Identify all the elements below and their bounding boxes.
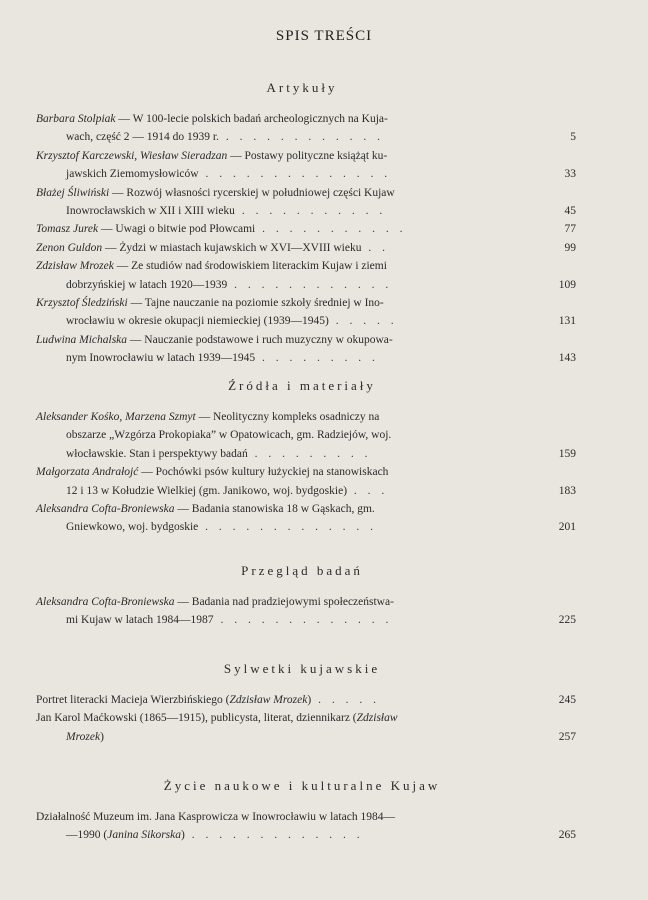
entry-title-end: ): [181, 829, 185, 842]
section-research-review: [36, 563, 576, 630]
entry-page: 257: [558, 730, 576, 743]
entry-dots: . . . . . . . . . . . . . .: [198, 168, 392, 181]
entry-page: 201: [558, 521, 576, 534]
entry-title-cont: —1990 (: [66, 829, 108, 842]
toc-entry[interactable]: [36, 709, 576, 746]
section-scientific-life: [36, 778, 576, 845]
entry-dots: . . . . .: [328, 315, 398, 328]
entry-dots: . . . . . . . . . . . . .: [198, 521, 377, 534]
entry-title: — Uwagi o bitwie pod Płowcami: [98, 223, 256, 236]
entry-author: Janina Sikorska: [107, 829, 181, 842]
entry-title-cont: mi Kujaw w latach 1984—1987: [66, 614, 214, 627]
entry-title: — Żydzi w miastach kujawskich w XVI—XVIII wieku: [102, 241, 362, 254]
toc-entry[interactable]: [36, 184, 576, 221]
entry-title-cont: obszarze „Wzgórza Prokopiaka” w Opatowicach, gm. Radziejów, woj.: [66, 429, 392, 442]
entry-dots: . .: [361, 241, 389, 254]
entry-page: 245: [558, 694, 576, 706]
entry-dots: . . . . . . . . . . .: [255, 223, 407, 236]
section-heading: Przegląd badań: [241, 563, 363, 578]
entry-page: 33: [564, 168, 576, 181]
entry-title-cont: 12 i 13 w Kołudzie Wielkiej (gm. Janikowo, woj. bydgoskie): [66, 484, 348, 497]
entry-dots: . . . . . . . . .: [255, 352, 379, 365]
entry-dots: . . . . . . . . . . . . .: [184, 829, 364, 842]
entry-title: — Tajne nauczanie na poziomie szkoły średniej w Ino-: [127, 297, 384, 310]
entry-title-cont: Inowrocławskich w XII i XIII wieku: [66, 205, 235, 218]
entry-page: 183: [558, 484, 576, 497]
entry-page: 77: [564, 223, 576, 236]
section-articles: [36, 80, 576, 368]
entry-page: 99: [564, 241, 576, 254]
entry-title: — Rozwój własności rycerskiej w południowej części Kujaw: [109, 186, 395, 199]
entry-author: Aleksandra Cofta-Broniewska: [36, 596, 175, 608]
entry-title: — Badania stanowiska 18 w Gąskach, gm.: [174, 503, 375, 516]
section-sources: [36, 378, 576, 537]
entry-page: 143: [558, 352, 576, 365]
entry-author: Małgorzata Andrałojć: [36, 466, 139, 479]
entry-author: Aleksandra Cofta-Broniewska: [36, 503, 175, 516]
toc-entry[interactable]: [36, 808, 576, 845]
entry-author-cont: Mrozek: [66, 730, 101, 743]
toc-entry[interactable]: [36, 239, 576, 257]
entry-dots: . . . . . . . . .: [247, 447, 372, 460]
page-title: SPIS TREŚCI: [275, 28, 373, 44]
entry-title-cont: wrocławiu w okresie okupacji niemieckiej (1939—1945): [66, 315, 329, 328]
entry-title: — W 100-lecie polskich badań archeologicznych na Kuja-: [115, 113, 388, 125]
entry-author: Tomasz Jurek: [36, 223, 99, 236]
toc-entry[interactable]: [36, 593, 576, 630]
entry-title-end: ): [307, 694, 312, 706]
section-heading: Życie naukowe i kulturalne Kujaw: [163, 778, 441, 793]
entry-title: — Postawy polityczne książąt ku-: [227, 149, 388, 162]
entry-title: — Ze studiów nad środowiskiem literackim Kujaw i ziemi: [113, 260, 387, 273]
entry-title: — Pochówki psów kultury łużyckiej na stanowiskach: [138, 466, 389, 479]
entry-title-cont: jawskich Ziemomysłowiców: [66, 168, 199, 181]
entry-title: — Badania nad pradziejowymi społeczeństwa-: [174, 596, 394, 608]
entry-title-end: ): [100, 730, 104, 743]
entry-page: 131: [558, 315, 576, 328]
section-heading: Źródła i materiały: [228, 378, 376, 393]
entry-title-cont: nym Inowrocławiu w latach 1939—1945: [66, 352, 256, 365]
entry-author: Zdzisław: [356, 712, 398, 725]
toc-entry[interactable]: [36, 147, 576, 184]
entry-author: Krzysztof Śledziński: [36, 297, 128, 310]
entry-author: Zdzisław Mrozek: [36, 260, 114, 273]
entry-title: — Nauczanie podstawowe i ruch muzyczny w okupowa-: [127, 333, 393, 346]
toc-entry[interactable]: [36, 294, 576, 331]
entry-page: 45: [564, 205, 576, 218]
entry-page: 109: [558, 278, 576, 291]
entry-dots: . . . . .: [311, 694, 380, 706]
toc-entry[interactable]: [36, 257, 576, 294]
entry-dots: . . . . . . . . . . . .: [218, 131, 384, 144]
entry-title-cont: dobrzyńskiej w latach 1920—1939: [66, 278, 228, 291]
toc-entry[interactable]: [36, 500, 576, 537]
entry-author: Krzysztof Karczewski, Wiesław Sieradzan: [36, 149, 228, 162]
entry-title-cont: Gniewkowo, woj. bydgoskie: [66, 521, 199, 534]
section-heading: Artykuły: [266, 80, 338, 95]
section-heading: Sylwetki kujawskie: [223, 661, 381, 676]
entry-dots: . . .: [347, 484, 389, 497]
entry-author: Zenon Guldon: [36, 241, 103, 254]
entry-page: 5: [570, 131, 576, 144]
entry-author: Aleksander Kośko, Marzena Szmyt: [36, 411, 196, 423]
entry-author: Ludwina Michalska: [36, 333, 128, 346]
entry-author: Barbara Stolpiak: [36, 113, 116, 125]
entry-title-cont: włocławskie. Stan i perspektywy badań: [66, 447, 248, 460]
toc-entry[interactable]: [36, 463, 576, 500]
entry-title: Działalność Muzeum im. Jana Kasprowicza w Inowrocławiu w latach 1984—: [36, 811, 395, 823]
toc-entry[interactable]: [36, 331, 576, 368]
toc-entry[interactable]: [36, 408, 576, 463]
entry-author: Błażej Śliwiński: [36, 186, 110, 199]
toc-entry[interactable]: [36, 110, 576, 147]
entry-title: — Neolityczny kompleks osadniczy na: [195, 411, 380, 423]
entry-page: 265: [558, 829, 576, 842]
entry-title-cont: wach, część 2 — 1914 do 1939 r.: [66, 131, 219, 144]
entry-title: Jan Karol Maćkowski (1865—1915), publicysta, literat, dziennikarz (: [36, 712, 357, 725]
entry-title: Portret literacki Macieja Wierzbińskiego (: [36, 694, 230, 706]
section-profiles: [36, 661, 576, 746]
entry-page: 159: [558, 447, 576, 460]
toc-entry[interactable]: [36, 691, 576, 709]
entry-dots: . . . . . . . . . . . .: [227, 278, 393, 291]
toc-entry[interactable]: [36, 220, 576, 238]
entry-dots: . . . . . . . . . . .: [234, 205, 387, 218]
entry-dots: . . . . . . . . . . . . .: [213, 614, 393, 627]
entry-page: 225: [558, 614, 576, 627]
entry-author: Zdzisław Mrozek: [229, 694, 308, 706]
